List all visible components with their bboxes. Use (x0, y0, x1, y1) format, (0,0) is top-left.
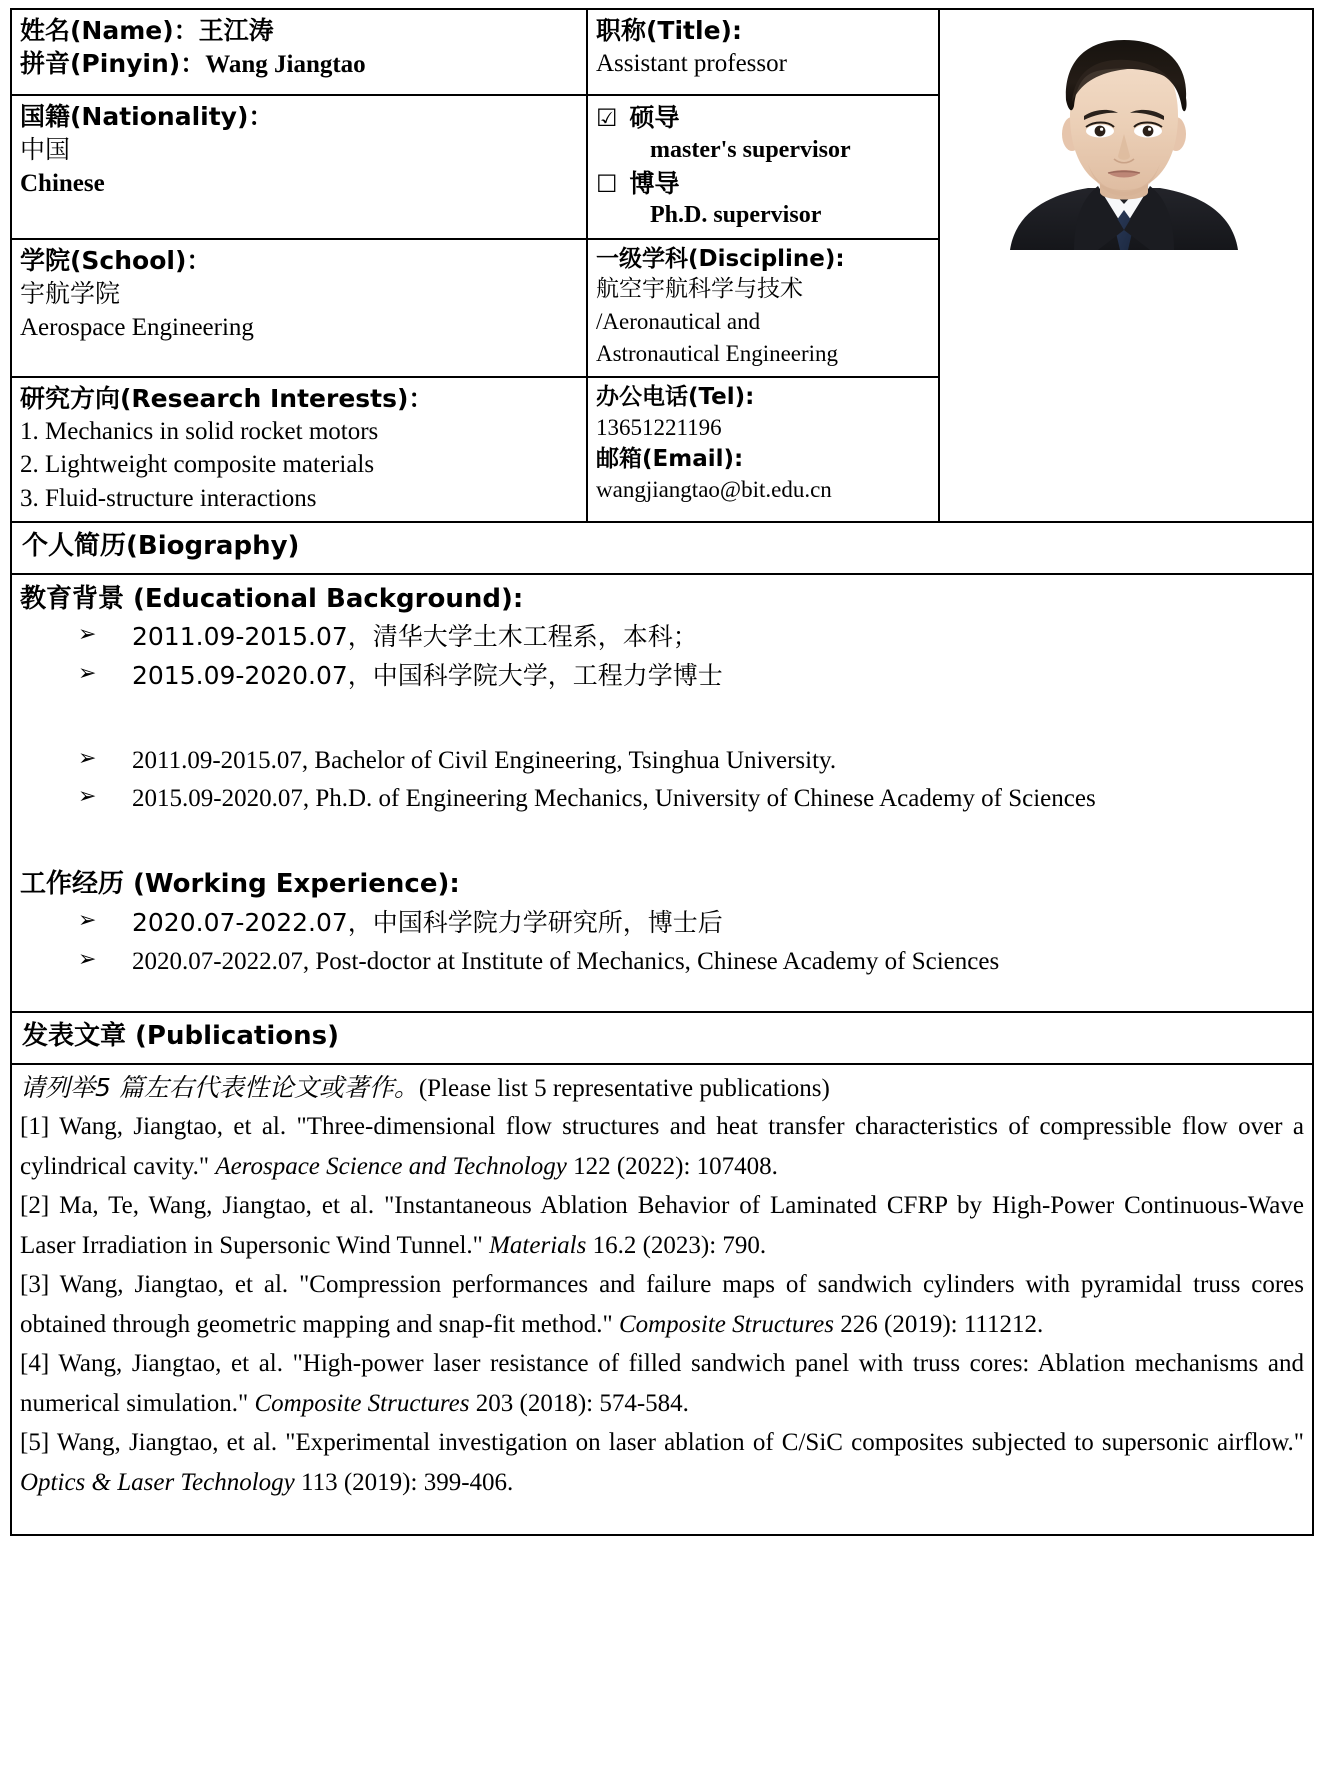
cell-publications-content (11, 1064, 1313, 1536)
research-item-3: 3. Fluid-structure interactions (20, 484, 317, 512)
biography-band-label: 个人简历(Biography) (22, 531, 300, 562)
publication-text-post: 203 (2018): 574-584. (469, 1389, 689, 1417)
list-item (20, 780, 1304, 818)
publication-text-pre: Wang, Jiangtao, et al. "Experimental investigation on laser ablation of C/SiC composites subjected to supersonic airflow." (49, 1429, 1304, 1457)
portrait-photo-image (948, 14, 1300, 250)
supervisor-phd-row[interactable] (596, 168, 930, 201)
cell-biography-band (11, 522, 1313, 574)
publication-journal: Materials (489, 1231, 587, 1259)
email-label: 邮箱(Email): (596, 445, 744, 472)
publication-text-post: 16.2 (2023): 790. (586, 1231, 767, 1259)
discipline-value-zh: 航空宇航科学与技术 (596, 276, 803, 303)
discipline-value-en-2: Astronautical Engineering (596, 340, 839, 366)
cell-publications-band (11, 1012, 1313, 1064)
cell-biography-content (11, 574, 1313, 1013)
cell-contact (587, 377, 939, 523)
checkbox-unchecked-icon[interactable]: ☐ (596, 169, 618, 198)
arrow-bullet-icon: ➢ (78, 908, 97, 934)
publication-text-pre: Wang, Jiangtao, et al. "High-power laser resistance of filled sandwich panel with truss cores: Ablation mechanisms and numerical simulation." (20, 1350, 1304, 1417)
cell-research (11, 377, 587, 523)
working-heading: 工作经历 (Working Experience): (20, 869, 460, 900)
spacer (20, 696, 1304, 742)
arrow-bullet-icon: ➢ (78, 746, 97, 772)
supervisor-master-row[interactable] (596, 102, 930, 135)
photo-frame (948, 14, 1300, 250)
table-row-name (11, 9, 1313, 95)
school-value-en: Aerospace Engineering (20, 313, 254, 341)
publication-item (20, 1186, 1304, 1265)
publication-index: [3] (20, 1271, 50, 1299)
name-line (20, 14, 578, 47)
publication-item (20, 1344, 1304, 1423)
publication-index: [2] (20, 1192, 50, 1220)
publication-text-pre: Ma, Te, Wang, Jiangtao, et al. "Instantaneous Ablation Behavior of Laminated CFRP by High-Power Continuous-Wave Laser Irradiation in Supersonic Wind Tunnel." (20, 1192, 1304, 1259)
publication-item (20, 1265, 1304, 1344)
education-heading: 教育背景 (Educational Background): (20, 583, 524, 614)
research-item-1: 1. Mechanics in solid rocket motors (20, 417, 379, 445)
list-item (20, 742, 1304, 780)
arrow-bullet-icon: ➢ (78, 622, 97, 648)
publication-text-post: 226 (2019): 111212. (834, 1310, 1044, 1338)
nationality-label: 国籍(Nationality)： (20, 102, 274, 131)
pinyin-label: 拼音(Pinyin)： (20, 49, 206, 78)
arrow-bullet-icon: ➢ (78, 947, 97, 973)
research-item-2: 2. Lightweight composite materials (20, 451, 375, 479)
publications-intro-en: (Please list 5 representative publications) (418, 1074, 830, 1102)
list-item-text: 2015.09-2020.07, Ph.D. of Engineering Mechanics, University of Chinese Academy of Sciences (132, 785, 1096, 813)
cell-discipline (587, 239, 939, 377)
publication-text-post: 122 (2022): 107408. (566, 1152, 778, 1180)
pinyin-line (20, 47, 578, 82)
checkbox-checked-icon[interactable]: ☑ (596, 104, 618, 132)
title-value: Assistant professor (596, 50, 787, 77)
cell-school (11, 239, 587, 377)
research-label: 研究方向(Research Interests)： (20, 383, 434, 413)
cell-nationality (11, 95, 587, 239)
table-row-biography-content (11, 574, 1313, 1013)
publication-index: [4] (20, 1350, 50, 1378)
cell-name (11, 9, 587, 95)
spacer (20, 981, 1304, 1005)
publication-index: [1] (20, 1113, 50, 1141)
publication-journal: Optics & Laser Technology (20, 1468, 295, 1496)
cell-photo (939, 9, 1313, 522)
discipline-value-en-1: /Aeronautical and (596, 309, 761, 335)
publications-intro (20, 1069, 1304, 1108)
publication-text-post: 113 (2019): 399-406. (294, 1468, 514, 1496)
name-label: 姓名(Name)： (20, 16, 199, 45)
arrow-bullet-icon: ➢ (78, 661, 97, 687)
working-list (20, 904, 1304, 981)
school-label: 学院(School)： (20, 246, 212, 275)
tel-label: 办公电话(Tel): (596, 383, 755, 410)
publication-journal: Aerospace Science and Technology (215, 1152, 567, 1180)
supervisor-master-label-zh: 硕导 (629, 103, 680, 132)
publication-text-pre: Wang, Jiangtao, et al. "Three-dimensional flow structures and heat transfer characteristics of compressible flow over a cylindrical cavity." (20, 1113, 1304, 1180)
table-row-biography-band (11, 522, 1313, 574)
list-item (20, 618, 1304, 657)
cell-supervisor (587, 95, 939, 239)
education-list-zh (20, 618, 1304, 696)
pinyin-value: Wang Jiangtao (205, 51, 366, 78)
supervisor-phd-label-en: Ph.D. supervisor (650, 202, 822, 229)
supervisor-phd-label-zh: 博导 (629, 168, 680, 198)
tel-value: 13651221196 (596, 414, 722, 440)
publication-journal: Composite Structures (254, 1389, 470, 1417)
list-item-text: 2015.09-2020.07，中国科学院大学，工程力学博士 (132, 661, 723, 691)
school-value-zh: 宇航学院 (20, 279, 121, 308)
list-item (20, 904, 1304, 943)
table-row-publications-content (11, 1064, 1313, 1536)
publication-journal: Composite Structures (618, 1310, 834, 1338)
spacer (20, 1502, 1304, 1528)
list-item-text: 2020.07-2022.07，中国科学院力学研究所，博士后 (132, 908, 723, 938)
publication-index: [5] (20, 1429, 50, 1457)
publication-item (20, 1423, 1304, 1502)
list-item-text: 2020.07-2022.07, Post-doctor at Institute of Mechanics, Chinese Academy of Sciences (132, 948, 1000, 976)
nationality-value-zh: 中国 (20, 135, 71, 164)
list-item-text: 2011.09-2015.07，清华大学土木工程系，本科； (132, 622, 698, 652)
cv-table (10, 8, 1314, 1536)
list-item (20, 943, 1304, 981)
email-value[interactable]: wangjiangtao@bit.edu.cn (596, 477, 832, 503)
education-list-en (20, 742, 1304, 818)
discipline-label: 一级学科(Discipline): (596, 246, 845, 272)
name-value: 王江涛 (198, 16, 274, 45)
publications-intro-zh: 请列举5 篇左右代表性论文或著作。 (20, 1072, 419, 1102)
table-row-publications-band (11, 1012, 1313, 1064)
spacer (20, 818, 1304, 864)
arrow-bullet-icon: ➢ (78, 784, 97, 810)
publication-item (20, 1107, 1304, 1186)
publications-band-label: 发表文章 (Publications) (22, 1021, 339, 1052)
list-item-text: 2011.09-2015.07, Bachelor of Civil Engineering, Tsinghua University. (132, 747, 837, 775)
cell-title (587, 9, 939, 95)
nationality-value-en: Chinese (20, 169, 105, 197)
publication-text-pre: Wang, Jiangtao, et al. "Compression performances and failure maps of sandwich cylinders with pyramidal truss cores obtained through geometric mapping and snap-fit method." (20, 1271, 1304, 1338)
title-label: 职称(Title): (596, 16, 742, 45)
supervisor-master-label-en: master's supervisor (650, 136, 851, 163)
list-item (20, 657, 1304, 696)
